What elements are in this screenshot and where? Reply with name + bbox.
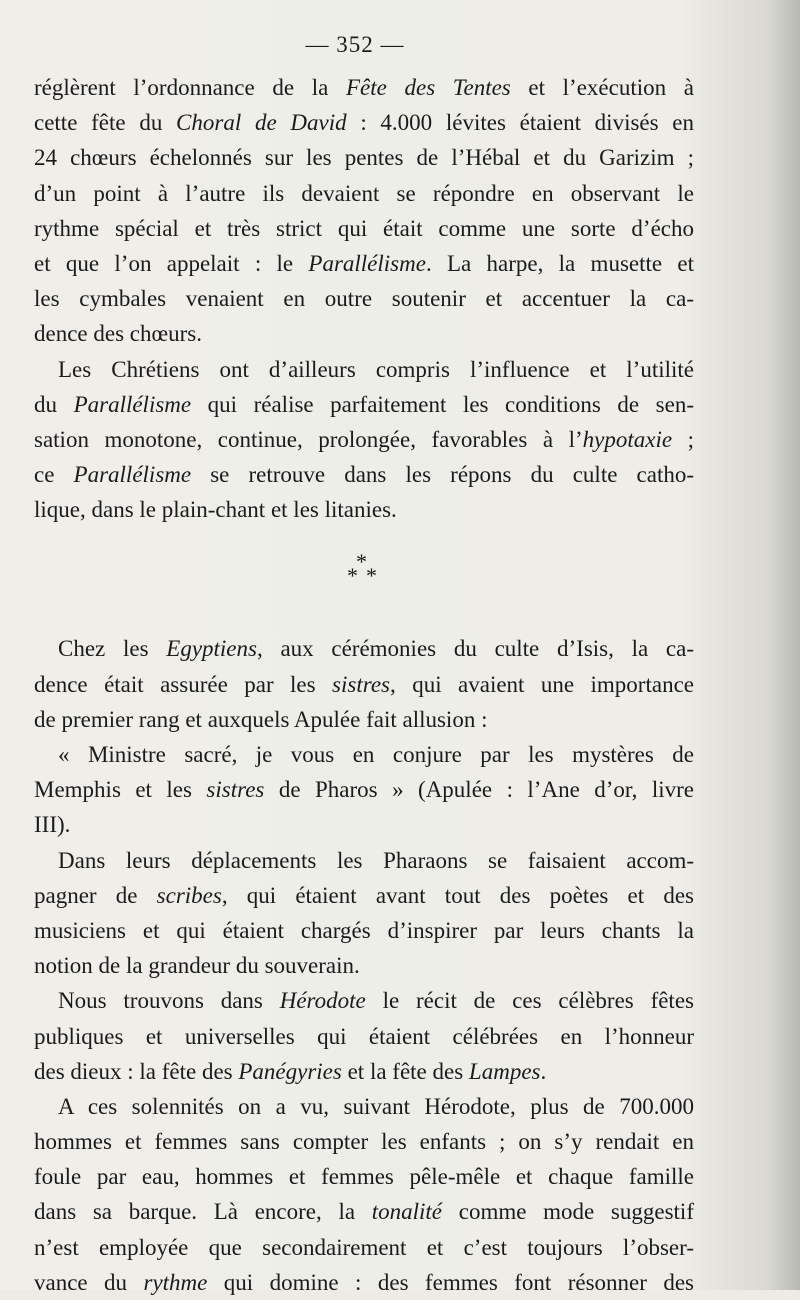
text-line	[34, 948, 694, 983]
text-segment: et la fête des	[341, 1058, 469, 1084]
text-line	[34, 737, 694, 772]
text-segment: Les Chrétiens ont d’ailleurs compris l’influence et l’utilité	[58, 356, 694, 382]
paragraph	[34, 843, 694, 984]
paragraph	[34, 737, 694, 843]
text-segment: dence des chœurs.	[34, 321, 202, 347]
text-segment: dence était assurée par les	[34, 671, 333, 697]
italic-term: tonalité	[371, 1199, 443, 1225]
italic-term: sistres	[332, 671, 390, 697]
text-segment: de Pharos » (Apulée : l’Ane d’or, livre	[264, 777, 694, 803]
text-segment: musiciens et qui étaient chargés d’inspirer par leurs chants la	[34, 917, 694, 943]
text-segment: . La harpe, la musette et	[425, 250, 694, 276]
text-segment: le récit de ces célèbres fêtes	[365, 988, 694, 1014]
text-segment: « Ministre sacré, je vous en conjure par les mystères de	[58, 742, 694, 767]
text-line	[34, 1019, 694, 1054]
text-segment: ;	[672, 426, 694, 452]
italic-term: Lampes	[468, 1058, 541, 1084]
text-segment: foule par eau, hommes et femmes pêle-mêle et chaque famille	[34, 1164, 694, 1190]
text-line	[34, 281, 694, 316]
text-segment: vance du	[34, 1269, 144, 1295]
text-segment: lique, dans le plain-chant et les litanies.	[34, 497, 397, 523]
asterism-star: *	[347, 563, 358, 589]
text-line	[34, 176, 694, 211]
asterism-star: *	[356, 549, 367, 575]
italic-term: Parallélisme	[73, 462, 192, 488]
italic-term: scribes	[156, 882, 222, 908]
body-text	[34, 70, 694, 1300]
text-segment: ce	[34, 462, 74, 488]
text-segment: n’est employée que secondairement et c’est toujours l’obser-	[34, 1234, 694, 1260]
page-number: — 352 —	[305, 32, 405, 57]
text-line	[34, 667, 694, 702]
text-line	[34, 1089, 694, 1124]
text-line	[34, 1230, 694, 1265]
italic-term: hypotaxie	[582, 426, 673, 452]
text-segment: se retrouve dans les répons du culte catho-	[191, 462, 694, 488]
text-line	[34, 843, 694, 878]
text-segment: .	[540, 1058, 547, 1084]
text-line	[34, 387, 694, 422]
text-line	[34, 352, 694, 387]
text-line	[34, 983, 694, 1018]
text-line	[34, 492, 694, 527]
italic-term: Choral de David	[176, 110, 347, 136]
text-segment: III).	[34, 812, 71, 838]
text-line	[34, 457, 694, 492]
text-segment: et l’exécution à	[510, 75, 694, 100]
text-line	[34, 1054, 694, 1089]
text-segment: , qui avaient une importance	[390, 671, 694, 697]
text-segment: qui domine : des femmes font résonner des	[207, 1269, 694, 1295]
text-line	[34, 246, 694, 281]
text-segment: les cymbales venaient en outre soutenir et accentuer la ca-	[34, 286, 694, 312]
text-segment: du	[34, 391, 74, 417]
paragraph	[34, 631, 694, 737]
text-segment: Memphis et les	[34, 777, 207, 803]
text-line	[34, 702, 694, 737]
text-segment: comme mode suggestif	[442, 1199, 694, 1225]
text-segment: : 4.000 lévites étaient divisés en	[346, 110, 694, 136]
text-segment: A ces solennités on a vu, suivant Hérodote, plus de 700.000	[58, 1093, 694, 1119]
text-segment: Dans leurs déplacements les Pharaons se faisaient accom-	[58, 847, 694, 873]
text-line	[34, 772, 694, 807]
text-segment: , qui étaient avant tout des poètes et des	[221, 882, 694, 908]
text-segment: et que l’on appelait : le	[34, 250, 309, 276]
paragraph	[34, 352, 694, 528]
text-line	[34, 1265, 694, 1300]
text-line	[34, 105, 694, 140]
text-segment: dans sa barque. Là encore, la	[34, 1199, 372, 1225]
text-line	[34, 878, 694, 913]
text-segment: sation monotone, continue, prolongée, favorables à l’	[34, 426, 583, 452]
italic-term: Egyptiens	[166, 636, 257, 662]
asterism-star: *	[366, 563, 377, 589]
italic-term: Hérodote	[279, 988, 366, 1014]
text-line	[34, 1124, 694, 1159]
text-segment: Chez les	[58, 636, 167, 662]
text-line	[34, 631, 694, 666]
italic-term: Parallélisme	[73, 391, 192, 417]
italic-term: Parallélisme	[308, 250, 426, 276]
text-segment: hommes et femmes sans compter les enfants ; on s’y rendait en	[34, 1129, 694, 1155]
paragraph	[34, 983, 694, 1089]
text-line	[34, 316, 694, 351]
asterism-separator	[34, 527, 694, 631]
italic-term: Fête des Tentes	[345, 75, 511, 100]
italic-term: Panégyries	[238, 1058, 342, 1084]
text-segment: réglèrent l’ordonnance de la	[34, 75, 346, 100]
text-line	[34, 422, 694, 457]
text-segment: d’un point à l’autre ils devaient se répondre en observant le	[34, 180, 694, 206]
text-segment: Nous trouvons dans	[58, 988, 280, 1014]
text-line	[34, 1159, 694, 1194]
text-line	[34, 807, 694, 842]
text-segment: publiques et universelles qui étaient célébrées en l’honneur	[34, 1023, 694, 1049]
text-segment: pagner de	[34, 882, 157, 908]
text-segment: 24 chœurs échelonnés sur les pentes de l’Hébal et du Garizim ;	[34, 145, 694, 171]
text-segment: , aux cérémonies du culte d’Isis, la ca-	[256, 636, 694, 662]
paragraph	[34, 1089, 694, 1300]
italic-term: rythme	[143, 1269, 208, 1295]
text-line	[34, 140, 694, 175]
text-segment: des dieux : la fête des	[34, 1058, 239, 1084]
text-line	[34, 1194, 694, 1229]
italic-term: sistres	[206, 777, 265, 803]
text-segment: cette fête du	[34, 110, 177, 136]
text-segment: notion de la grandeur du souverain.	[34, 953, 360, 979]
text-line	[34, 211, 694, 246]
text-segment: de premier rang et auxquels Apulée fait allusion :	[34, 706, 488, 732]
text-line	[34, 70, 694, 105]
text-line	[34, 913, 694, 948]
text-segment: qui réalise parfaitement les conditions de sen-	[191, 391, 695, 417]
paragraph	[34, 70, 694, 352]
text-segment: rythme spécial et très strict qui était comme une sorte d’écho	[34, 215, 694, 241]
